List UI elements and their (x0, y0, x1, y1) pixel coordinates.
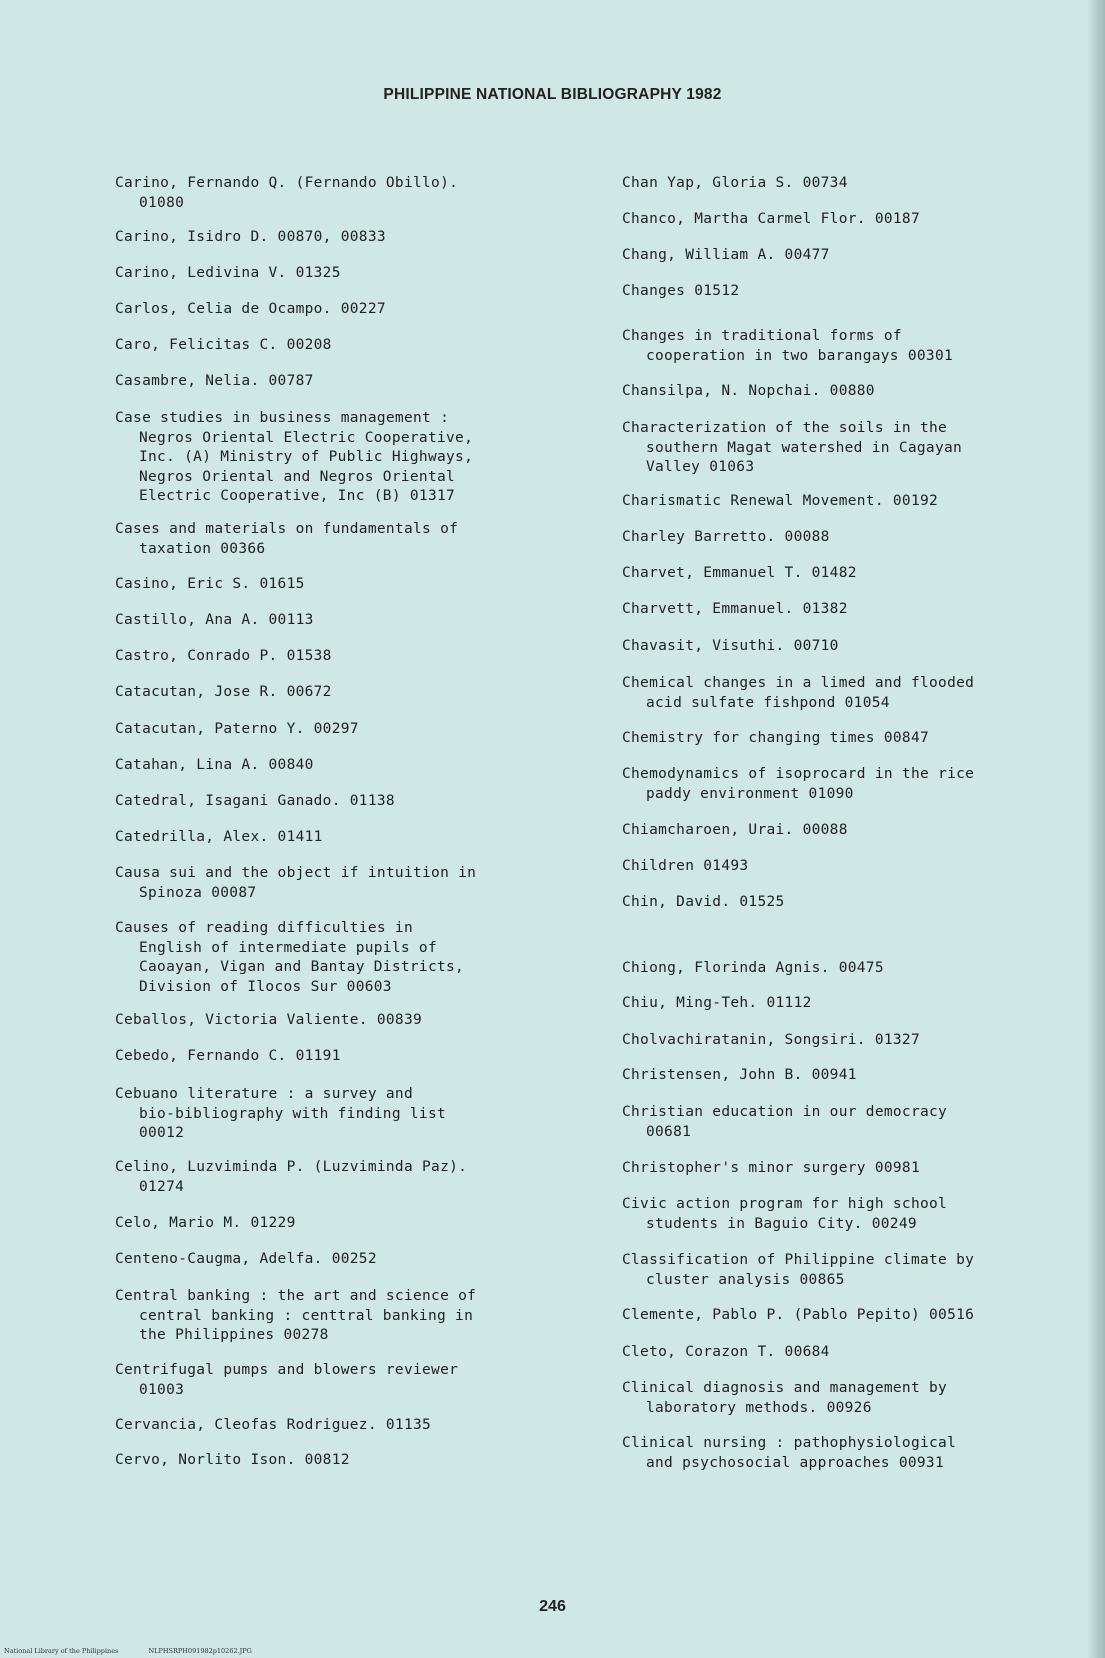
index-entry: Charismatic Renewal Movement. 00192 (622, 493, 939, 509)
index-entry: Clemente, Pablo P. (Pablo Pepito) 00516 (622, 1307, 975, 1323)
index-entry: Changes in traditional forms of cooperation in two barangays 00301 (622, 328, 954, 364)
index-entry: Christensen, John B. 00941 (622, 1067, 857, 1083)
index-entry: Clinical nursing : pathophysiological and psychosocial approaches 00931 (622, 1435, 957, 1471)
index-entry: Celino, Luzviminda P. (Luzviminda Paz). 01274 (115, 1159, 468, 1195)
index-entry: Chavasit, Visuthi. 00710 (622, 638, 839, 654)
index-entry: Chiu, Ming-Teh. 01112 (622, 995, 812, 1011)
index-entry: Characterization of the soils in the southern Magat watershed in Cagayan Valley 01063 (622, 420, 963, 475)
index-entry: Cervo, Norlito Ison. 00812 (115, 1452, 350, 1468)
index-entry: Castillo, Ana A. 00113 (115, 612, 314, 628)
index-entry: Caro, Felicitas C. 00208 (115, 337, 332, 353)
index-entry: Classification of Philippine climate by cluster analysis 00865 (622, 1252, 975, 1288)
index-entry: Clinical diagnosis and management by laboratory methods. 00926 (622, 1380, 948, 1416)
index-entry: Carino, Isidro D. 00870, 00833 (115, 229, 386, 245)
page-number: 246 (539, 1598, 566, 1615)
page-title: PHILIPPINE NATIONAL BIBLIOGRAPHY 1982 (383, 86, 722, 103)
index-entry: Cervancia, Cleofas Rodriguez. 01135 (115, 1417, 432, 1433)
index-entry: Chiong, Florinda Agnis. 00475 (622, 960, 884, 976)
index-entry: Charvet, Emmanuel T. 01482 (622, 565, 857, 581)
index-entry: Christian education in our democracy 00681 (622, 1104, 948, 1140)
index-entry: Chemistry for changing times 00847 (622, 730, 930, 746)
index-entry: Chin, David. 01525 (622, 894, 785, 910)
index-entry: Cases and materials on fundamentals of taxation 00366 (115, 521, 459, 557)
footer-library: National Library of the Philippines (4, 1647, 119, 1655)
index-entry: Catacutan, Paterno Y. 00297 (115, 721, 359, 737)
index-entry: Cebedo, Fernando C. 01191 (115, 1048, 341, 1064)
index-entry: Charley Barretto. 00088 (622, 529, 830, 545)
index-entry: Celo, Mario M. 01229 (115, 1215, 296, 1231)
index-entry: Changes 01512 (622, 283, 740, 299)
index-entry: Chansilpa, N. Nopchai. 00880 (622, 383, 875, 399)
index-entry: Children 01493 (622, 858, 749, 874)
index-entry: Chemical changes in a limed and flooded acid sulfate fishpond 01054 (622, 675, 975, 711)
index-entry: Castro, Conrado P. 01538 (115, 648, 332, 664)
index-entry: Causa sui and the object if intuition in Spinoza 00087 (115, 865, 477, 901)
index-entry: Carino, Fernando Q. (Fernando Obillo). 01080 (115, 175, 459, 211)
index-entry: Chan Yap, Gloria S. 00734 (622, 175, 848, 191)
index-entry: Chang, William A. 00477 (622, 247, 830, 263)
index-entry: Central banking : the art and science of central banking : centtral banking in the Philippines 00278 (115, 1288, 477, 1343)
index-entry: Centeno-Caugma, Adelfa. 00252 (115, 1251, 377, 1267)
index-entry: Ceballos, Victoria Valiente. 00839 (115, 1012, 423, 1028)
footer-filename: NLPHSRPH091982p10262.JPG (148, 1647, 252, 1655)
index-entry: Case studies in business management : Negros Oriental Electric Cooperative, Inc. (A) Ministry of Public Highways, Negros Oriental and Negros Oriental Electric Cooperative, Inc (B) 01317 (115, 410, 474, 504)
index-entry: Catacutan, Jose R. 00672 (115, 684, 332, 700)
index-entry: Causes of reading difficulties in English of intermediate pupils of Caoayan, Vigan and Bantay Districts, Division of Ilocos Sur 00603 (115, 920, 465, 995)
index-entry: Cholvachiratanin, Songsiri. 01327 (622, 1032, 920, 1048)
index-entry: Catedrilla, Alex. 01411 (115, 829, 323, 845)
index-entry: Charvett, Emmanuel. 01382 (622, 601, 848, 617)
index-entry: Casambre, Nelia. 00787 (115, 373, 314, 389)
index-entry: Carlos, Celia de Ocampo. 00227 (115, 301, 386, 317)
index-entry: Chiamcharoen, Urai. 00088 (622, 822, 848, 838)
index-entry: Carino, Ledivina V. 01325 (115, 265, 341, 281)
index-entry: Civic action program for high school students in Baguio City. 00249 (622, 1196, 948, 1232)
index-entry: Casino, Eric S. 01615 (115, 576, 305, 592)
index-entry: Cebuano literature : a survey and bio-bibliography with finding list 00012 (115, 1086, 447, 1141)
index-entry: Cleto, Corazon T. 00684 (622, 1344, 830, 1360)
index-entry: Centrifugal pumps and blowers reviewer 01003 (115, 1362, 459, 1398)
index-entry: Catahan, Lina A. 00840 (115, 757, 314, 773)
scan-footer (4, 1647, 280, 1655)
index-entry: Christopher's minor surgery 00981 (622, 1160, 920, 1176)
index-entry: Chanco, Martha Carmel Flor. 00187 (622, 211, 920, 227)
index-entry: Catedral, Isagani Ganado. 01138 (115, 793, 395, 809)
index-entry: Chemodynamics of isoprocard in the rice paddy environment 01090 (622, 766, 975, 802)
